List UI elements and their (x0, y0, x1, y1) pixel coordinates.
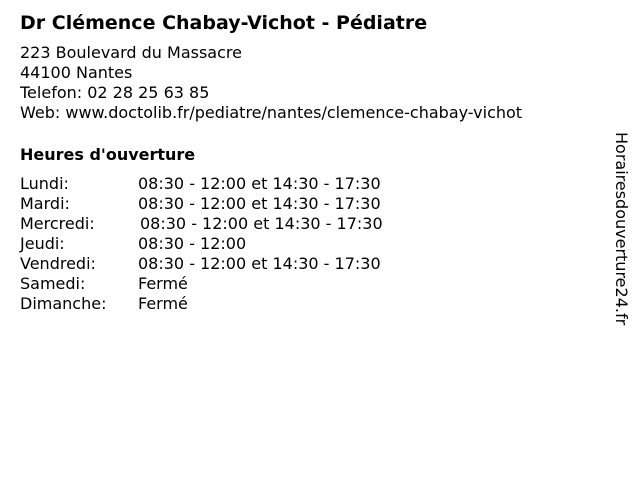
hours-time: 08:30 - 12:00 et 14:30 - 17:30 (140, 214, 383, 233)
address-city: 44100 Nantes (20, 63, 133, 82)
hours-time: 08:30 - 12:00 et 14:30 - 17:30 (138, 174, 381, 193)
hours-time: Fermé (138, 274, 188, 293)
page-title: Dr Clémence Chabay-Vichot - Pédiatre (20, 12, 428, 34)
hours-time: 08:30 - 12:00 (138, 234, 247, 253)
hours-day: Mardi: (20, 194, 70, 213)
hours-day: Vendredi: (20, 254, 96, 273)
hours-day: Dimanche: (20, 294, 107, 313)
hours-time: Fermé (138, 294, 188, 313)
contact-block (20, 43, 522, 123)
website-link[interactable]: Web: www.doctolib.fr/pediatre/nantes/clemence-chabay-vichot (20, 103, 523, 122)
site-brand-watermark (610, 132, 636, 352)
hours-day: Samedi: (20, 274, 86, 293)
site-brand-text: Horairesdouverture24.fr (612, 132, 631, 326)
hours-day: Lundi: (20, 174, 69, 193)
address-street: 223 Boulevard du Massacre (20, 43, 242, 62)
hours-day: Mercredi: (20, 214, 95, 233)
opening-hours-heading: Heures d'ouverture (20, 145, 196, 164)
hours-day: Jeudi: (20, 234, 65, 253)
phone-number: Telefon: 02 28 25 63 85 (20, 83, 210, 102)
hours-time: 08:30 - 12:00 et 14:30 - 17:30 (138, 194, 381, 213)
hours-time: 08:30 - 12:00 et 14:30 - 17:30 (138, 254, 381, 273)
